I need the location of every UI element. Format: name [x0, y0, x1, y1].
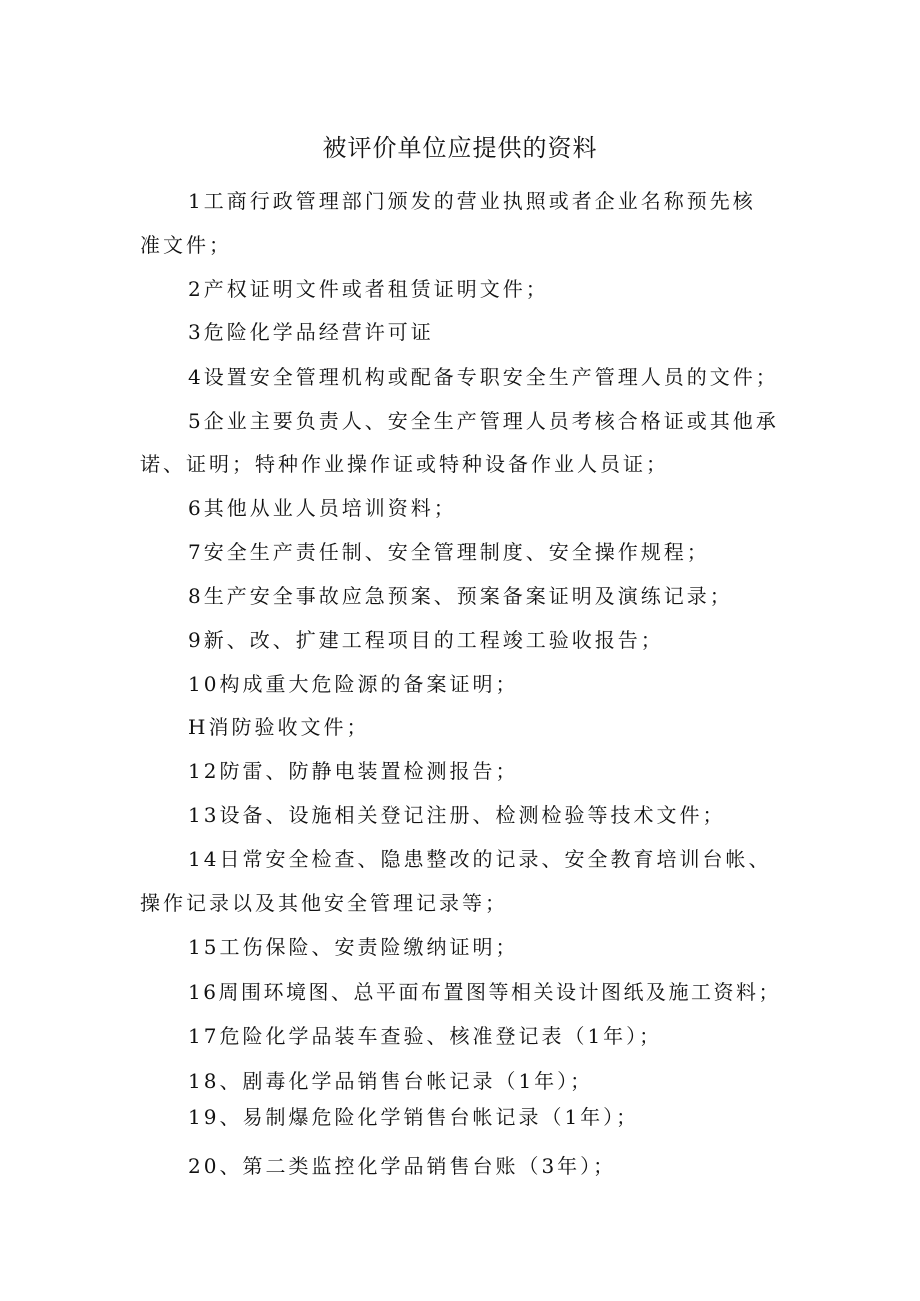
item-5-line-1: 5企业主要负责人、安全生产管理人员考核合格证或其他承	[188, 409, 779, 433]
item-5-line-2: 诺、证明；特种作业操作证或特种设备作业人员证；	[140, 452, 669, 476]
item-20: 20、第二类监控化学品销售台账（3年）；	[188, 1154, 617, 1178]
item-12: 12防雷、防静电装置检测报告；	[188, 759, 519, 783]
item-3: 3危险化学品经营许可证	[188, 320, 434, 344]
item-10: 10构成重大危险源的备案证明；	[188, 672, 519, 696]
item-14-line-2: 操作记录以及其他安全管理记录等；	[140, 891, 508, 915]
item-6: 6其他从业人员培训资料；	[188, 496, 457, 520]
page-title: 被评价单位应提供的资料	[322, 134, 598, 162]
item-11: H消防验收文件；	[188, 715, 370, 739]
item-9: 9新、改、扩建工程项目的工程竣工验收报告；	[188, 628, 664, 652]
item-18: 18、剧毒化学品销售台帐记录（1年）；	[188, 1069, 594, 1093]
item-2: 2产权证明文件或者租赁证明文件；	[188, 277, 549, 301]
item-17: 17危险化学品装车查验、核准登记表（1年）；	[188, 1024, 663, 1048]
item-8: 8生产安全事故应急预案、预案备案证明及演练记录；	[188, 584, 733, 608]
item-13: 13设备、设施相关登记注册、检测检验等技术文件；	[188, 803, 726, 827]
item-14-line-1: 14日常安全检查、隐患整改的记录、安全教育培训台帐、	[188, 847, 772, 871]
item-1-line-1: 1工商行政管理部门颁发的营业执照或者企业名称预先核	[188, 189, 756, 213]
item-7: 7安全生产责任制、安全管理制度、安全操作规程；	[188, 540, 710, 564]
item-15: 15工伤保险、安责险缴纳证明；	[188, 935, 519, 959]
item-16: 16周围环境图、总平面布置图等相关设计图纸及施工资料；	[188, 980, 781, 1004]
item-1-line-2: 准文件；	[140, 233, 232, 257]
item-4: 4设置安全管理机构或配备专职安全生产管理人员的文件；	[188, 365, 779, 389]
item-19: 19、易制爆危险化学销售台帐记录（1年）；	[188, 1105, 640, 1129]
